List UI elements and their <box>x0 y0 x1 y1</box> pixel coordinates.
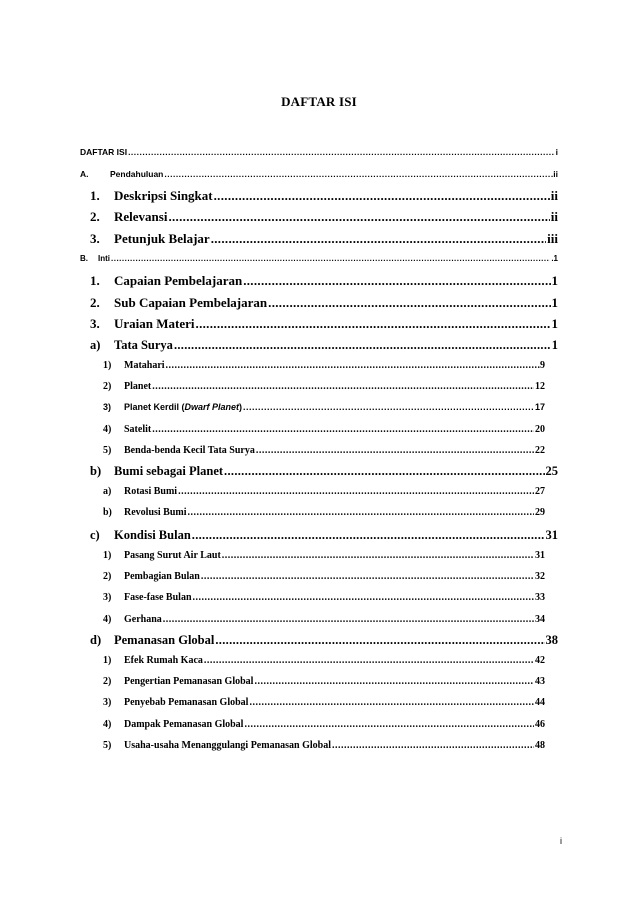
toc-entry[interactable] <box>90 209 558 225</box>
toc-entry-label: Deskripsi Singkat <box>114 188 213 203</box>
toc-entry-number: 2. <box>90 295 100 310</box>
dot-leader <box>243 402 534 412</box>
toc-entry[interactable] <box>80 169 558 179</box>
toc-entry-label: Usaha-usaha Menanggulangi Pemanasan Global <box>124 740 331 751</box>
toc-entry-number: B. <box>80 254 88 263</box>
toc-entry-label: Efek Rumah Kaca <box>124 655 203 666</box>
toc-entry[interactable] <box>103 719 545 730</box>
dot-leader <box>164 169 550 179</box>
toc-entry-label: Bumi sebagai Planet <box>114 464 224 478</box>
toc-entry-page: ii <box>550 209 558 224</box>
toc-entry[interactable] <box>90 528 558 543</box>
toc-entry-label: Sub Capaian Pembelajaran <box>114 295 268 310</box>
toc-entry-page: 1 <box>551 295 558 310</box>
toc-entry[interactable] <box>103 402 545 412</box>
toc-entry[interactable] <box>103 740 545 751</box>
dot-leader <box>152 424 534 435</box>
dot-leader <box>168 209 549 225</box>
toc-entry-number: 1) <box>103 360 112 371</box>
toc-entry-label: Inti <box>98 254 110 263</box>
dot-leader <box>178 486 534 497</box>
toc-entry-number: 4) <box>103 719 112 730</box>
toc-entry-page: 46 <box>535 719 545 730</box>
toc-entry-label: Pasang Surut Air Laut <box>124 550 221 561</box>
toc-entry-page: 43 <box>535 676 545 687</box>
dot-leader <box>332 740 534 751</box>
toc-entry-page: 27 <box>535 486 545 497</box>
toc-entry[interactable] <box>103 381 545 392</box>
toc-entry-label: Kondisi Bulan <box>114 528 191 542</box>
toc-entry-number: 2. <box>90 209 100 224</box>
toc-entry[interactable] <box>90 273 558 289</box>
toc-entry-number: 3. <box>90 231 100 246</box>
toc-entry-page: 17 <box>534 402 545 412</box>
toc-entry-label: Capaian Pembelajaran <box>114 273 243 288</box>
dot-leader <box>128 147 555 157</box>
toc-entry[interactable] <box>103 614 545 625</box>
dot-leader <box>214 188 550 204</box>
toc-entry[interactable] <box>103 507 545 518</box>
toc-entry-number: 3) <box>103 697 112 708</box>
toc-entry-label: Tata Surya <box>114 338 173 352</box>
toc-entry-label: Satelit <box>124 424 152 435</box>
toc-entry-label: Pembagian Bulan <box>124 571 200 582</box>
toc-entry[interactable] <box>103 676 545 687</box>
toc-entry-number: 4) <box>103 424 112 435</box>
dot-leader <box>111 254 550 263</box>
dot-leader <box>249 697 534 708</box>
toc-entry-number: 2) <box>103 676 112 687</box>
toc-entry-number: 1. <box>90 273 100 288</box>
dot-leader <box>174 338 551 353</box>
toc-entry-page: 22 <box>535 445 545 456</box>
toc-entry-number: d) <box>90 633 102 647</box>
toc-entry-page: 33 <box>535 592 545 603</box>
page-number: i <box>560 836 562 846</box>
dot-leader <box>215 633 544 648</box>
toc-entry-page: .ii <box>550 169 558 179</box>
toc-entry[interactable] <box>103 655 545 666</box>
dot-leader <box>196 316 551 332</box>
toc-entry-number: 1) <box>103 655 112 666</box>
toc-entry-label: Gerhana <box>124 614 162 625</box>
toc-entry-label: Planet <box>124 381 152 392</box>
dot-leader <box>166 360 537 371</box>
dot-leader <box>224 464 544 479</box>
dot-leader <box>222 550 534 561</box>
toc-entry[interactable] <box>103 360 545 371</box>
toc-entry[interactable] <box>80 254 558 263</box>
toc-entry-number: 3. <box>90 316 100 331</box>
toc-entry[interactable] <box>103 486 545 497</box>
toc-entry-number: b) <box>103 507 112 518</box>
toc-entry[interactable] <box>90 316 558 332</box>
dot-leader <box>163 614 534 625</box>
toc-entry-page: 32 <box>535 571 545 582</box>
toc-entry-label: DAFTAR ISI <box>80 147 128 157</box>
toc-entry[interactable] <box>103 697 545 708</box>
toc-entry-page: 29 <box>535 507 545 518</box>
toc-entry-label: Relevansi <box>114 209 168 224</box>
toc-entry-page: .1 <box>551 254 558 263</box>
toc-entry-label: Pendahuluan <box>110 169 164 179</box>
toc-entry-label: Petunjuk Belajar <box>114 231 210 246</box>
toc-entry-page: i <box>555 147 558 157</box>
dot-leader <box>244 719 534 730</box>
toc-entry-page: 48 <box>535 740 545 751</box>
dot-leader <box>201 571 534 582</box>
toc-entry-label-italic: Dwarf Planet <box>184 402 240 412</box>
toc-entry-number: 3) <box>103 592 112 603</box>
toc-entry-page: 1 <box>551 273 558 288</box>
dot-leader <box>193 592 535 603</box>
toc-entry[interactable] <box>90 188 558 204</box>
toc-entry-page: iii <box>547 231 558 246</box>
toc-entry-number: 5) <box>103 445 112 456</box>
toc-entry[interactable] <box>103 550 545 561</box>
toc-entry-page: 31 <box>545 528 558 542</box>
toc-entry[interactable] <box>90 633 558 648</box>
dot-leader <box>211 231 546 247</box>
toc-entry-number: a) <box>103 486 112 497</box>
toc-entry-page: 1 <box>551 338 558 352</box>
toc-entry-page: 42 <box>535 655 545 666</box>
dot-leader <box>256 445 534 456</box>
dot-leader <box>192 528 545 543</box>
dot-leader <box>152 381 534 392</box>
toc-entry-label: Planet Kerdil (Dwarf Planet) <box>124 402 243 412</box>
toc-entry-page: 38 <box>545 633 558 647</box>
toc-entry-label: Revolusi Bumi <box>124 507 187 518</box>
toc-entry[interactable] <box>90 231 558 247</box>
dot-leader <box>268 295 550 311</box>
toc-entry-page: 1 <box>551 316 558 331</box>
toc-entry-number: 2) <box>103 571 112 582</box>
toc-entry-label: Benda-benda Kecil Tata Surya <box>124 445 255 456</box>
toc-entry-number: 1) <box>103 550 112 561</box>
dot-leader <box>254 676 534 687</box>
toc-entry[interactable] <box>103 571 545 582</box>
dot-leader <box>243 273 550 289</box>
toc-entry-number: 1. <box>90 188 100 203</box>
toc-entry[interactable] <box>90 464 558 479</box>
toc-entry-page: ii <box>550 188 558 203</box>
toc-entry-number: b) <box>90 464 102 478</box>
toc-entry-page: 25 <box>545 464 558 478</box>
toc-entry-page: 20 <box>535 424 545 435</box>
toc-entry-number: 2) <box>103 381 112 392</box>
dot-leader <box>204 655 534 666</box>
toc-entry-number: A. <box>80 169 89 179</box>
toc-entry[interactable] <box>90 338 558 353</box>
toc-entry-number: a) <box>90 338 101 352</box>
toc-entry-label: Fase-fase Bulan <box>124 592 192 603</box>
toc-entry-number: c) <box>90 528 100 542</box>
toc-entry-page: .9 <box>537 360 545 371</box>
page-title: DAFTAR ISI <box>281 94 357 109</box>
toc-entry-label: Dampak Pemanasan Global <box>124 719 244 730</box>
toc-entry-label: Uraian Materi <box>114 316 195 331</box>
toc-entry-label: Rotasi Bumi <box>124 486 178 497</box>
toc-entry-page: 44 <box>535 697 545 708</box>
toc-entry-label: Pengertian Pemanasan Global <box>124 676 254 687</box>
toc-entry[interactable] <box>80 147 558 157</box>
toc-entry-page: 34 <box>535 614 545 625</box>
toc-entry-label: Matahari <box>124 360 165 371</box>
toc-entry[interactable] <box>90 295 558 311</box>
toc-entry-page: 12 <box>535 381 545 392</box>
dot-leader <box>188 507 534 518</box>
toc-entry[interactable] <box>103 445 545 456</box>
toc-entry-page: 31 <box>535 550 545 561</box>
toc-entry-number: 3) <box>103 402 112 412</box>
toc-entry[interactable] <box>103 424 545 435</box>
toc-entry-label: Penyebab Pemanasan Global <box>124 697 249 708</box>
toc-entry-number: 4) <box>103 614 112 625</box>
toc-entry[interactable] <box>103 592 545 603</box>
toc-entry-number: 5) <box>103 740 112 751</box>
toc-entry-label: Pemanasan Global <box>114 633 215 647</box>
